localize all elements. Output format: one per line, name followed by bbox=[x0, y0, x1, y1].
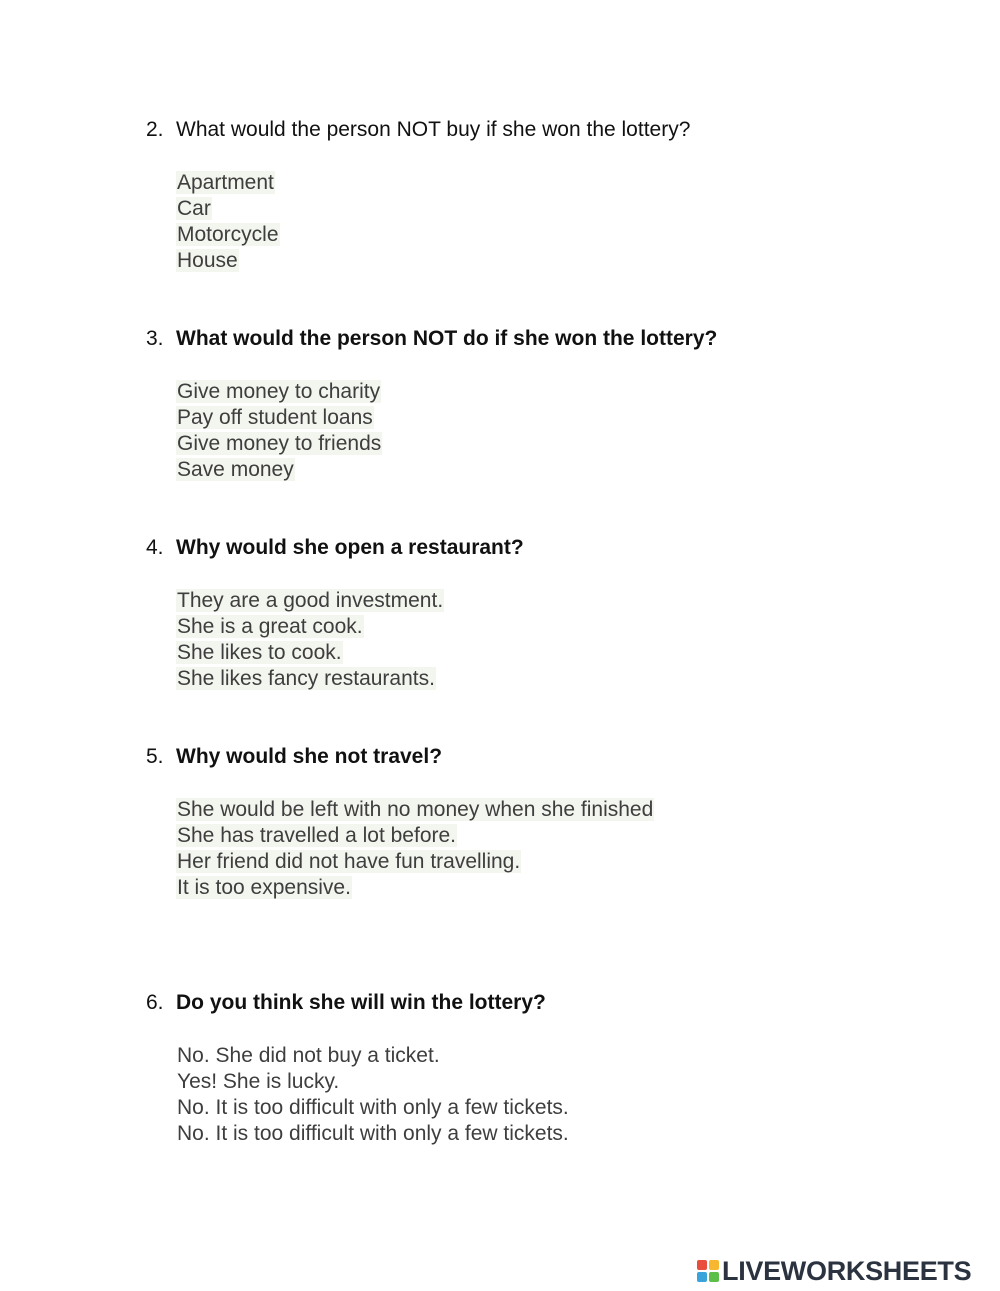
answer-option[interactable]: Save money bbox=[177, 458, 294, 481]
answer-option[interactable]: Yes! She is lucky. bbox=[177, 1070, 340, 1093]
question-3-line bbox=[146, 325, 946, 353]
options-list bbox=[146, 170, 946, 274]
question-number: 5. bbox=[146, 745, 164, 768]
answer-option[interactable]: No. She did not buy a ticket. bbox=[177, 1044, 440, 1067]
question-text: What would the person NOT do if she won the lottery? bbox=[176, 327, 718, 350]
logo-block bbox=[709, 1260, 719, 1270]
question-number: 4. bbox=[146, 536, 164, 559]
logo-block bbox=[697, 1260, 707, 1270]
question-3 bbox=[146, 325, 946, 483]
question-text: What would the person NOT buy if she won the lottery? bbox=[176, 118, 691, 141]
liveworksheets-logo bbox=[697, 1254, 971, 1288]
options-list bbox=[146, 588, 946, 692]
question-2 bbox=[146, 116, 946, 274]
answer-option[interactable]: It is too expensive. bbox=[177, 876, 351, 899]
options-list bbox=[146, 1043, 946, 1147]
question-6-line bbox=[146, 989, 946, 1017]
logo-blocks-icon bbox=[697, 1260, 719, 1282]
logo-text: LIVEWORKSHEETS bbox=[722, 1255, 972, 1286]
question-text: Why would she not travel? bbox=[176, 745, 443, 768]
question-2-line bbox=[146, 116, 946, 144]
question-number: 6. bbox=[146, 991, 164, 1014]
answer-option[interactable]: She would be left with no money when she finished bbox=[177, 798, 654, 821]
question-6 bbox=[146, 989, 946, 1147]
answer-option[interactable]: She likes fancy restaurants. bbox=[177, 667, 435, 690]
answer-option[interactable]: No. It is too difficult with only a few tickets. bbox=[177, 1096, 569, 1119]
answer-option[interactable]: Motorcycle bbox=[177, 223, 279, 246]
question-4 bbox=[146, 534, 946, 692]
question-text: Do you think she will win the lottery? bbox=[176, 991, 546, 1014]
answer-option[interactable]: No. It is too difficult with only a few tickets. bbox=[177, 1122, 569, 1145]
question-text: Why would she open a restaurant? bbox=[176, 536, 524, 559]
answer-option[interactable]: She is a great cook. bbox=[177, 615, 363, 638]
logo-block bbox=[697, 1272, 707, 1282]
answer-option[interactable]: Give money to charity bbox=[177, 380, 381, 403]
question-5 bbox=[146, 743, 946, 901]
question-5-line bbox=[146, 743, 946, 771]
answer-option[interactable]: Car bbox=[177, 197, 211, 220]
answer-option[interactable]: Pay off student loans bbox=[177, 406, 373, 429]
question-number: 3. bbox=[146, 327, 164, 350]
answer-option[interactable]: Apartment bbox=[177, 171, 274, 194]
answer-option[interactable]: She likes to cook. bbox=[177, 641, 342, 664]
answer-option[interactable]: Give money to friends bbox=[177, 432, 382, 455]
question-4-line bbox=[146, 534, 946, 562]
options-list bbox=[146, 379, 946, 483]
answer-option[interactable]: She has travelled a lot before. bbox=[177, 824, 457, 847]
answer-option[interactable]: House bbox=[177, 249, 238, 272]
logo-block bbox=[709, 1272, 719, 1282]
answer-option[interactable]: Her friend did not have fun travelling. bbox=[177, 850, 521, 873]
answer-option[interactable]: They are a good investment. bbox=[177, 589, 444, 612]
options-list bbox=[146, 797, 946, 901]
question-number: 2. bbox=[146, 118, 164, 141]
